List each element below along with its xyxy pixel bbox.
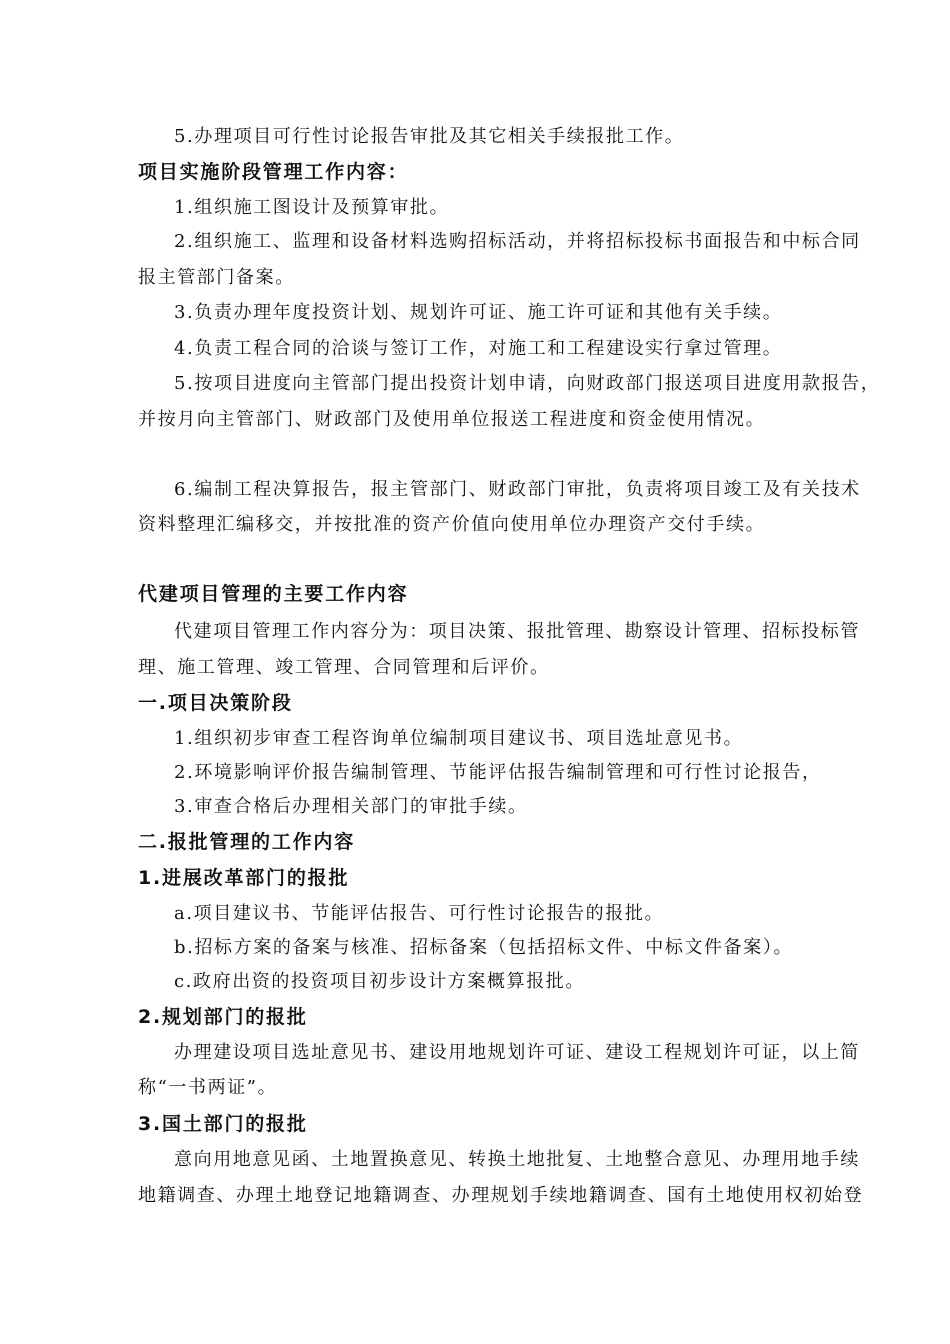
- section-heading: 项目实施阶段管理工作内容：: [138, 161, 409, 183]
- paragraph-line: 意向用地意见函、土地置换意见、转换土地批复、土地整合意见、办理用地手续: [174, 1149, 860, 1170]
- paragraph-line: c.政府出资的投资项目初步设计方案概算报批。: [174, 971, 586, 992]
- section-heading: 一.项目决策阶段: [138, 692, 293, 714]
- paragraph-line: 3.审查合格后办理相关部门的审批手续。: [174, 796, 528, 817]
- paragraph-line: 1.组织初步审查工程咨询单位编制项目建议书、项目选址意见书。: [174, 728, 744, 749]
- paragraph-line: 3.负责办理年度投资计划、规划许可证、施工许可证和其他有关手续。: [174, 302, 783, 323]
- section-heading: 二.报批管理的工作内容: [138, 831, 356, 853]
- paragraph-line: 资料整理汇编移交，并按批准的资产价值向使用单位办理资产交付手续。: [138, 514, 766, 535]
- paragraph-line: 4.负责工程合同的洽谈与签订工作，对施工和工程建设实行拿过管理。: [174, 338, 783, 359]
- paragraph-line: 办理建设项目选址意见书、建设用地规划许可证、建设工程规划许可证，以上简: [174, 1042, 860, 1063]
- paragraph-line: 2.环境影响评价报告编制管理、节能评估报告编制管理和可行性讨论报告，: [174, 762, 822, 783]
- paragraph-line: 2.组织施工、监理和设备材料选购招标活动，并将招标投标书面报告和中标合同: [174, 231, 861, 252]
- paragraph-line: 5.按项目进度向主管部门提出投资计划申请，向财政部门报送项目进度用款报告，: [174, 373, 881, 394]
- paragraph-line: 6.编制工程决算报告，报主管部门、财政部门审批，负责将项目竣工及有关技术: [174, 479, 861, 500]
- paragraph-line: b.招标方案的备案与核准、招标备案（包括招标文件、中标文件备案）。: [174, 937, 794, 958]
- paragraph-line: 理、施工管理、竣工管理、合同管理和后评价。: [138, 657, 550, 678]
- paragraph-line: 代建项目管理工作内容分为：项目决策、报批管理、勘察设计管理、招标投标管: [174, 621, 860, 642]
- paragraph-line: 地籍调查、办理土地登记地籍调查、办理规划手续地籍调查、国有土地使用权初始登: [138, 1185, 864, 1206]
- subsection-heading: 1.进展改革部门的报批: [138, 867, 350, 889]
- paragraph-line: 1.组织施工图设计及预算审批。: [174, 197, 450, 218]
- paragraph-line: 称“一书两证”。: [138, 1077, 278, 1098]
- paragraph-line: 报主管部门备案。: [138, 267, 295, 288]
- paragraph-line: 5.办理项目可行性讨论报告审批及其它相关手续报批工作。: [174, 126, 685, 147]
- paragraph-line: a.项目建议书、节能评估报告、可行性讨论报告的报批。: [174, 903, 665, 924]
- section-heading: 代建项目管理的主要工作内容: [138, 583, 409, 605]
- paragraph-line: 并按月向主管部门、财政部门及使用单位报送工程进度和资金使用情况。: [138, 409, 766, 430]
- subsection-heading: 3.国土部门的报批: [138, 1113, 308, 1135]
- subsection-heading: 2.规划部门的报批: [138, 1006, 308, 1028]
